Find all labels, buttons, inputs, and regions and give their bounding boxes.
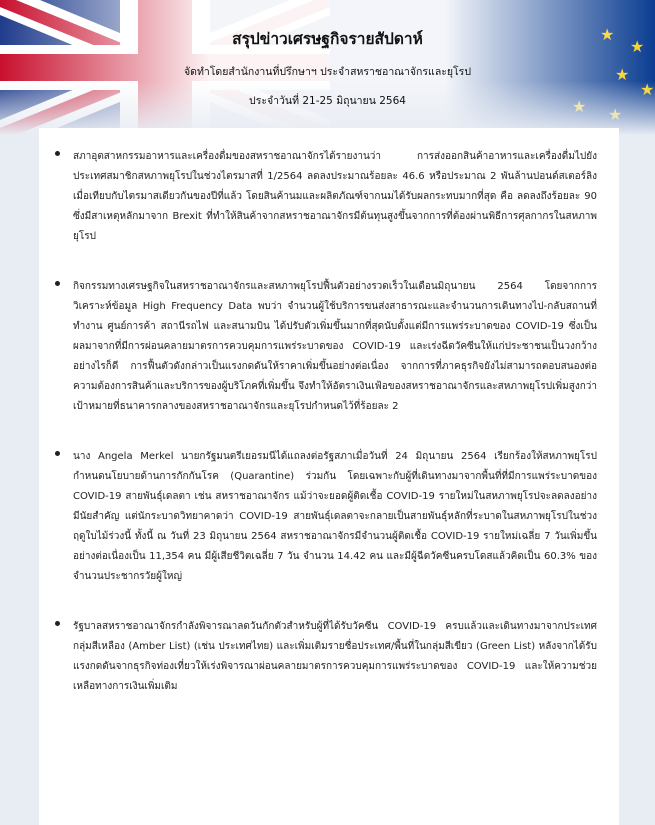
news-item bbox=[73, 447, 597, 587]
news-text: กิจกรรมทางเศรษฐกิจในสหราชอาณาจักรและสหภาพยุโรปฟื้นตัวอย่างรวดเร็วในเดือนมิถุนายน 2564 โดยจากการวิเคราะห์ข้อมูล High Frequency Data พบว่า จำนวนผู้ใช้บริการขนส่งสาธารณะและจำนวนการเดินทางไป-กลับสถานที่ทำงาน ศูนย์การค้า สถานีรถไฟ และสนามบิน ได้ปรับตัวเพิ่มขึ้นมากที่สุดนับตั้งแต่มีการแพร่ระบาดของ COVID-19 ซึ่งเป็นผลมาจากที่มีการผ่อนคลายมาตรการควบคุมการแพร่ระบาดของ COVID-19 และเร่งฉีดวัคซีนให้แก่ประชาชนเป็นวงกว้าง อย่างไรก็ดี การฟื้นตัวดังกล่าวเป็นแรงกดดันให้ราคาเพิ่มขึ้นอย่างต่อเนื่อง จากการที่ภาคธุรกิจยังไม่สามารถตอบสนองต่อความต้องการสินค้าและบริการของผู้บริโภคที่เพิ่มขึ้น จึงทำให้อัตราเงินเฟ้อของสหราชอาณาจักรและสหภาพยุโรปเพิ่มสูงกว่าเป้าหมายที่ธนาคารกลางของสหราชอาณาจักรและยุโรปกำหนดไว้ที่ร้อยละ 2 bbox=[73, 281, 597, 412]
bullet-icon bbox=[55, 621, 60, 626]
news-item bbox=[73, 147, 597, 247]
bullet-icon bbox=[55, 281, 60, 286]
page-date: ประจำวันที่ 21-25 มิถุนายน 2564 bbox=[249, 95, 406, 107]
news-text: สภาอุตสาหกรรมอาหารและเครื่องดื่มของสหราชอาณาจักรได้รายงานว่า การส่งออกสินค้าอาหารและเครื่องดื่มไปยังประเทศสมาชิกสหภาพยุโรปในช่วงไตรมาสที่ 1/2564 ลดลงประมาณร้อยละ 46.6 หรือประมาณ 2 พันล้านปอนด์สเตอร์ลิง เมื่อเทียบกับไตรมาสเดียวกันของปีที่แล้ว โดยสินค้านมและผลิตภัณฑ์จากนมได้รับผลกระทบมากที่สุด คือ ลดลงถึงร้อยละ 90 ซึ่งมีสาเหตุหลักมาจาก Brexit ที่ทำให้สินค้าจากสหราชอาณาจักรมีต้นทุนสูงขึ้นจากการที่ต้องผ่านพิธีการศุลกากรในสหภาพยุโรป bbox=[73, 151, 597, 242]
news-item bbox=[73, 277, 597, 417]
news-item bbox=[73, 617, 597, 697]
news-text: นาง Angela Merkel นายกรัฐมนตรีเยอรมนีได้แถลงต่อรัฐสภาเมื่อวันที่ 24 มิถุนายน 2564 เรียกร้องให้สหภาพยุโรปกำหนดนโยบายด้านการกักกันโรค (Quarantine) ร่วมกัน โดยเฉพาะกับผู้ที่เดินทางมาจากพื้นที่ที่มีการแพร่ระบาดของ COVID-19 สายพันธุ์เดลตา เช่น สหราชอาณาจักร แม้ว่าจะยอดผู้ติดเชื้อ COVID-19 รายใหม่ในสหภาพยุโรปจะลดลงอย่างมีนัยสำคัญ แต่นักระบาดวิทยาคาดว่า COVID-19 สายพันธุ์เดลตาจะกลายเป็นสายพันธุ์หลักที่ระบาดในสหภาพยุโรปในช่วงฤดูใบไม้ร่วงนี้ ทั้งนี้ ณ วันที่ 23 มิถุนายน 2564 สหราชอาณาจักรมีจำนวนผู้ติดเชื้อ COVID-19 รายใหม่เฉลี่ย 7 วันเพิ่มขึ้นอย่างต่อเนื่องเป็น 11,354 คน มีผู้เสียชีวิตเฉลี่ย 7 วัน จำนวน 14.42 คน และมีผู้ฉีดวัคซีนครบโดสแล้วคิดเป็น 60.3% ของจำนวนประชากรวัยผู้ใหญ่ bbox=[73, 451, 597, 582]
document-header bbox=[0, 26, 655, 109]
page-subtitle: จัดทำโดยสำนักงานที่ปรึกษาฯ ประจำสหราชอาณาจักรและยุโรป bbox=[184, 66, 471, 78]
news-text: รัฐบาลสหราชอาณาจักรกำลังพิจารณาลดวันกักตัวสำหรับผู้ที่ได้รับวัคซีน COVID-19 ครบแล้วและเดินทางมาจากประเทศกลุ่มสีเหลือง (Amber List) (เช่น ประเทศไทย) และเพิ่มเติมรายชื่อประเทศ/พื้นที่ในกลุ่มสีเขียว (Green List) หลังจากได้รับแรงกดดันจากธุรกิจท่องเที่ยวให้เร่งพิจารณาผ่อนคลายมาตรการควบคุมการแพร่ระบาดของ COVID-19 และให้ความช่วยเหลือทางการเงินเพิ่มเติม bbox=[73, 621, 597, 692]
content-panel bbox=[39, 128, 619, 825]
page-title: สรุปข่าวเศรษฐกิจรายสัปดาห์ bbox=[232, 29, 423, 48]
bullet-icon bbox=[55, 151, 60, 156]
bullet-icon bbox=[55, 451, 60, 456]
